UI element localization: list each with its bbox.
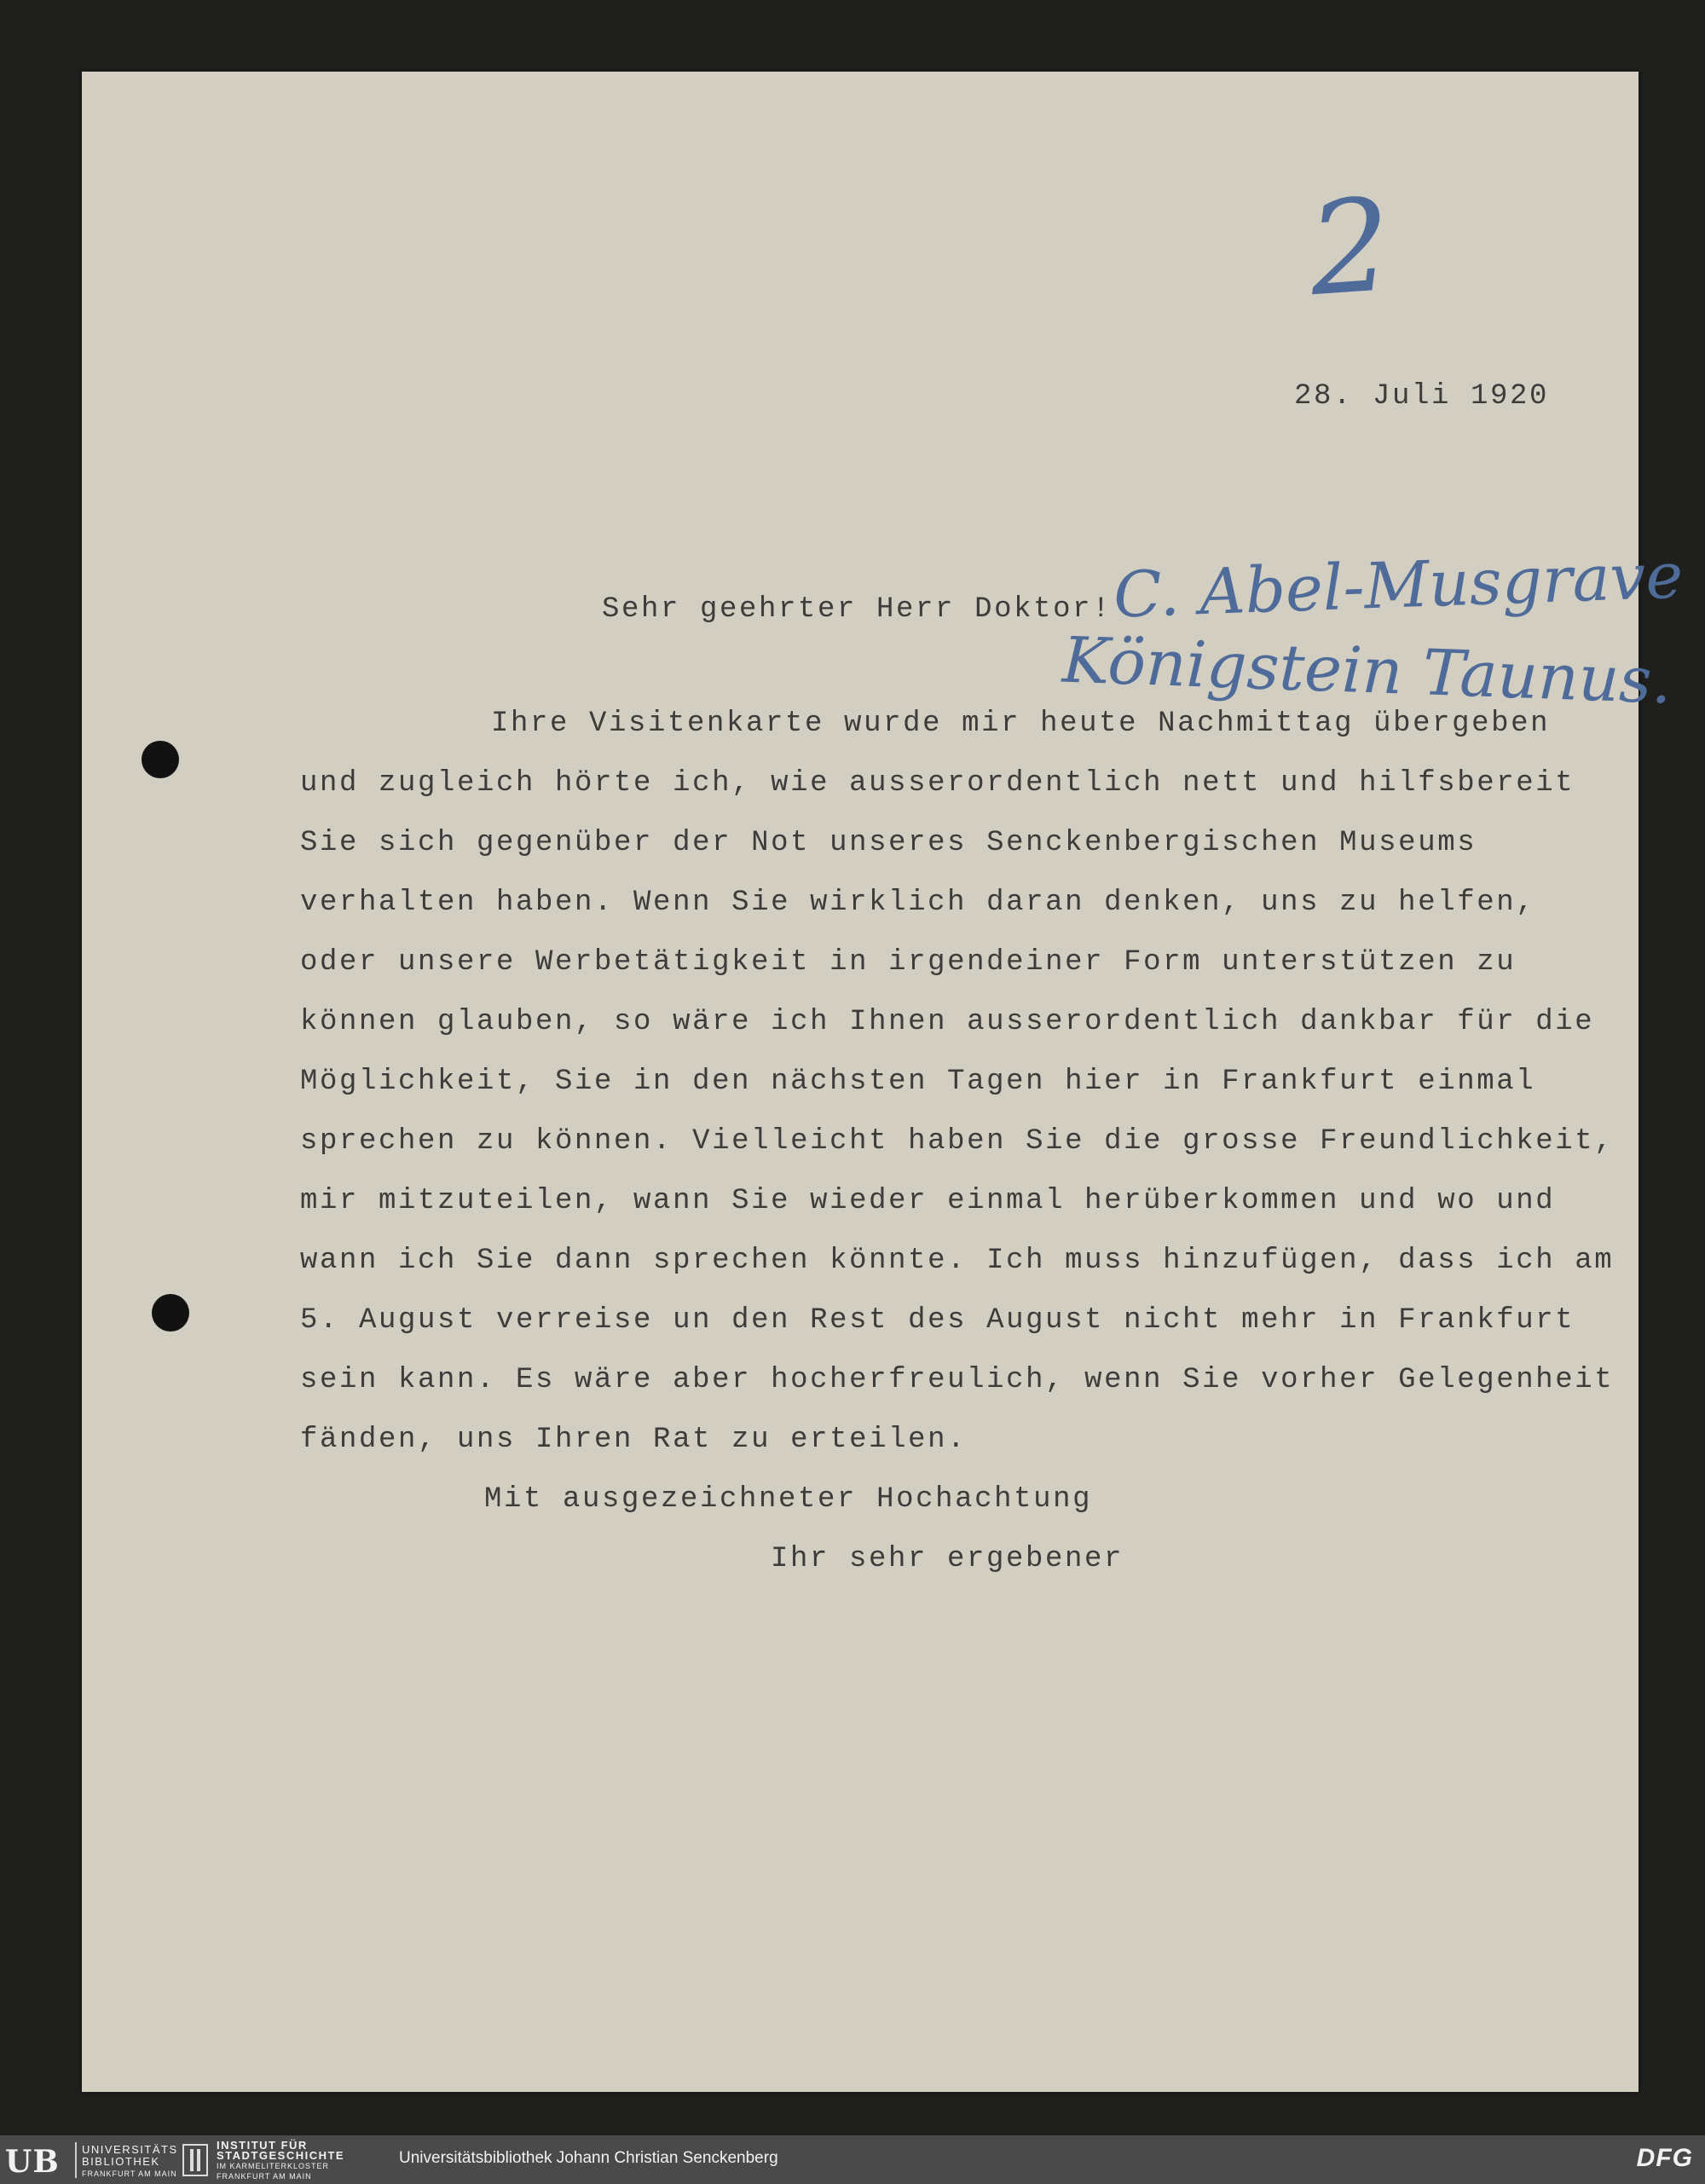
institute-line4: FRANKFURT AM MAIN bbox=[217, 2172, 312, 2181]
body-line: Möglichkeit, Sie in den nächsten Tagen hier in Frankfurt einmal bbox=[300, 1066, 1536, 1098]
logo-divider bbox=[75, 2142, 77, 2178]
salutation: Sehr geehrter Herr Doktor! bbox=[602, 593, 1113, 626]
institute-logo-text bbox=[217, 2141, 344, 2181]
institute-logo-icon bbox=[182, 2144, 208, 2176]
library-name: Universitätsbibliothek Johann Christian Senckenberg bbox=[399, 2149, 778, 2167]
ub-logo-text bbox=[82, 2144, 178, 2180]
body-line: Ihre Visitenkarte wurde mir heute Nachmittag übergeben bbox=[491, 708, 1551, 740]
ub-logo: UB bbox=[5, 2144, 60, 2180]
body-line: 5. August verreise un den Rest des August nicht mehr in Frankfurt bbox=[300, 1304, 1575, 1337]
ub-logo-line1: UNIVERSITÄTS bbox=[82, 2143, 178, 2156]
institute-line3: IM KARMELITERKLOSTER bbox=[217, 2162, 330, 2170]
ub-logo-line3: FRANKFURT AM MAIN bbox=[82, 2170, 177, 2178]
body-line: oder unsere Werbetätigkeit in irgendeiner Form unterstützen zu bbox=[300, 946, 1517, 979]
body-line: wann ich Sie dann sprechen könnte. Ich muss hinzufügen, dass ich am bbox=[300, 1245, 1615, 1277]
body-line: und zugleich hörte ich, wie ausserordentlich nett und hilfsbereit bbox=[300, 767, 1575, 800]
punch-hole-top bbox=[142, 741, 179, 778]
page-number-handwritten: 2 bbox=[1304, 170, 1396, 326]
handwritten-addressee-place: Königstein Taunus. bbox=[1061, 623, 1673, 719]
closing: Mit ausgezeichneter Hochachtung bbox=[484, 1483, 1093, 1516]
ub-logo-line2: BIBLIOTHEK bbox=[82, 2155, 160, 2168]
footer-bar bbox=[0, 2135, 1705, 2184]
body-line: sein kann. Es wäre aber hocherfreulich, wenn Sie vorher Gelegenheit bbox=[300, 1364, 1615, 1396]
signoff: Ihr sehr ergebener bbox=[771, 1543, 1124, 1575]
body-line: fänden, uns Ihren Rat zu erteilen. bbox=[300, 1424, 968, 1456]
body-line: verhalten haben. Wenn Sie wirklich daran denken, uns zu helfen, bbox=[300, 887, 1536, 919]
body-line: Sie sich gegenüber der Not unseres Senckenbergischen Museums bbox=[300, 827, 1477, 859]
body-line: können glauben, so wäre ich Ihnen ausserordentlich dankbar für die bbox=[300, 1006, 1595, 1038]
institute-line1: INSTITUT FÜR bbox=[217, 2139, 308, 2152]
punch-hole-bottom bbox=[152, 1294, 189, 1332]
letter-date: 28. Juli 1920 bbox=[1294, 380, 1550, 413]
institute-line2: STADTGESCHICHTE bbox=[217, 2149, 345, 2162]
handwritten-addressee-name: C. Abel-Musgrave bbox=[1112, 539, 1685, 633]
dfg-logo: DFG bbox=[1636, 2144, 1693, 2172]
body-line: mir mitzuteilen, wann Sie wieder einmal herüberkommen und wo und bbox=[300, 1185, 1556, 1217]
body-line: sprechen zu können. Vielleicht haben Sie die grosse Freundlichkeit, bbox=[300, 1125, 1615, 1158]
